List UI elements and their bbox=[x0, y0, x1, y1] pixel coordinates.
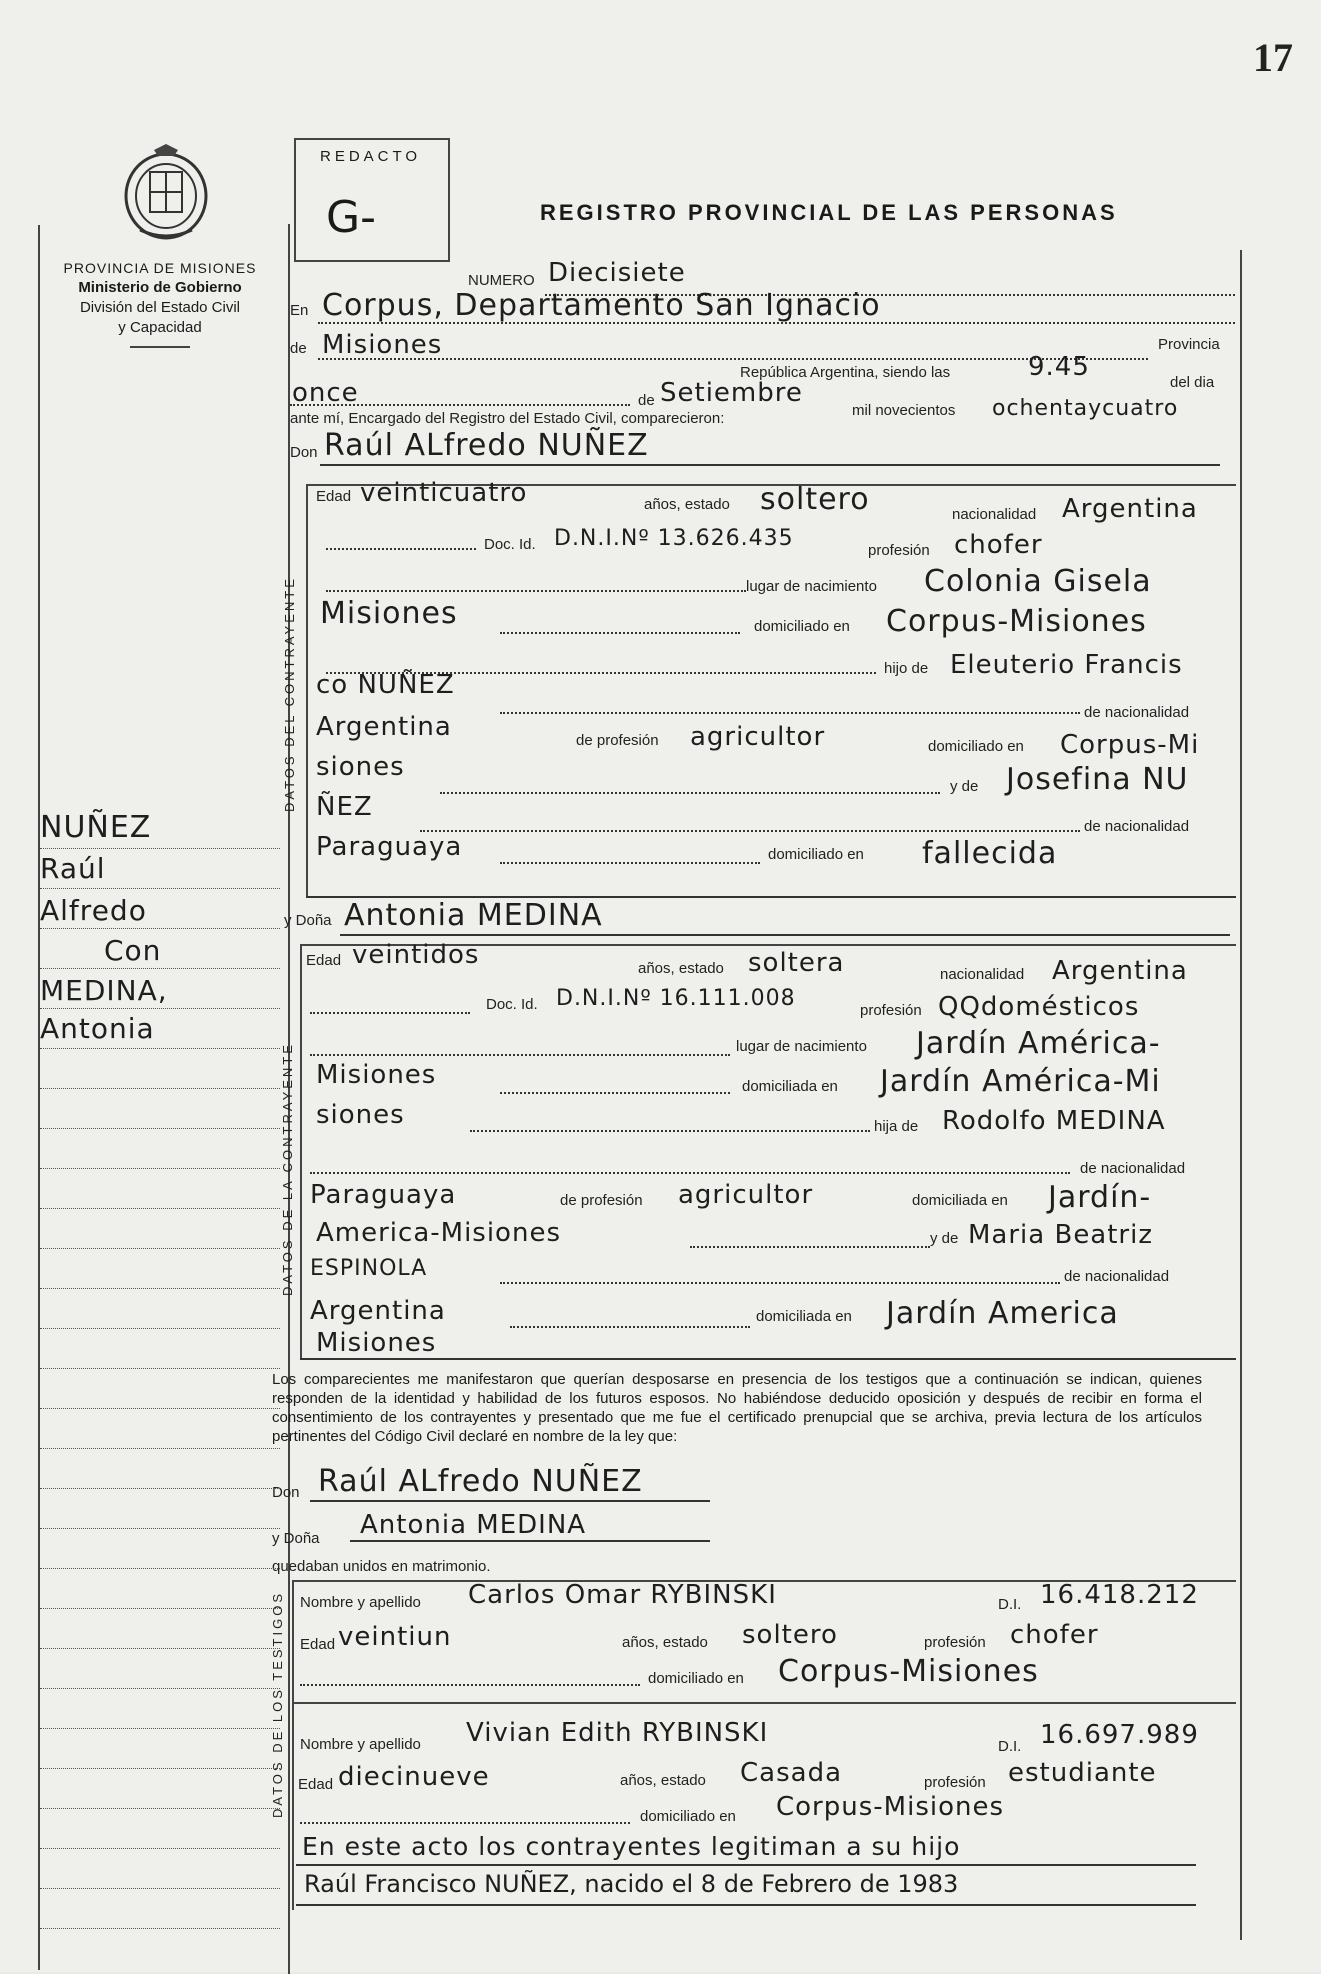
margin-rule bbox=[40, 1168, 280, 1169]
t1-dom-label: domiciliado en bbox=[648, 1670, 744, 1687]
rule bbox=[296, 1904, 1196, 1906]
margin-line6: Antonia bbox=[40, 1012, 155, 1045]
c1-padre-dom2: siones bbox=[316, 752, 405, 782]
rule bbox=[340, 934, 1230, 936]
ministry-name: Ministerio de Gobierno bbox=[78, 279, 242, 296]
redacto-value: G- bbox=[326, 192, 376, 243]
en-value: Corpus, Departamento San Ignacio bbox=[322, 288, 881, 323]
division-name: División del Estado Civil bbox=[79, 299, 241, 316]
margin-rule bbox=[40, 1648, 280, 1649]
rule bbox=[310, 1500, 710, 1502]
c1-madre: Josefina NU bbox=[1006, 762, 1189, 797]
decl-dona: Antonia MEDINA bbox=[360, 1510, 587, 1540]
rule bbox=[310, 1012, 470, 1014]
c2-edad: veintidos bbox=[352, 940, 480, 970]
province-name: PROVINCIA DE MISIONES bbox=[63, 260, 257, 276]
declaration-text: Los comparecientes me manifestaron que querían desposarse en presencia de los testigos que a continuación se indican, quienes responden de la identidad y habilidad de los futuros esposos. No habiéndose deducido oposición y después de recibir en forma el consentimiento de los contrayentes y presentado que me fue el certificado prenupcial que se archiva, previa lectura de los artículos pertinentes del Código Civil declaré en nombre de la ley que: bbox=[272, 1371, 1202, 1445]
rule bbox=[292, 1702, 1236, 1704]
del-dia-label: del dia bbox=[1170, 374, 1215, 391]
don-label: Don bbox=[290, 444, 318, 461]
rule bbox=[318, 358, 1148, 360]
nota-line2: Raúl Francisco NUÑEZ, nacido el 8 de Febrero de 1983 bbox=[304, 1870, 959, 1898]
c2-madre: Maria Beatriz bbox=[968, 1220, 1153, 1250]
rule bbox=[500, 1282, 1060, 1284]
t2-prof-label: profesión bbox=[924, 1774, 986, 1791]
rule bbox=[500, 862, 760, 864]
dona-value: Antonia MEDINA bbox=[344, 898, 603, 933]
de-prof-label: de profesión bbox=[576, 732, 659, 749]
t1-nombre-label: Nombre y apellido bbox=[300, 1594, 421, 1611]
c2-madre-nac: Argentina bbox=[310, 1296, 446, 1326]
t2-anios-label: años, estado bbox=[620, 1772, 706, 1789]
t2-edad-label: Edad bbox=[298, 1776, 334, 1793]
c1-padre: Eleuterio Francis bbox=[950, 650, 1183, 680]
prof-label: profesión bbox=[868, 542, 930, 559]
divider bbox=[130, 346, 190, 348]
c2-dom-label3: domiciliada en bbox=[756, 1308, 852, 1325]
c2-dom-label: domiciliada en bbox=[742, 1078, 838, 1095]
mil-label: mil novecientos bbox=[852, 402, 956, 419]
doc-label: Doc. Id. bbox=[484, 536, 536, 553]
c2-edad-label: Edad bbox=[306, 952, 342, 969]
c2-padre-nac: Paraguaya bbox=[310, 1180, 457, 1210]
rule bbox=[470, 1130, 870, 1132]
margin-rule bbox=[40, 1888, 280, 1889]
c2-madre2: ESPINOLA bbox=[310, 1256, 428, 1281]
c2-estado: soltera bbox=[748, 948, 845, 978]
t1-nombre: Carlos Omar RYBINSKI bbox=[468, 1580, 777, 1610]
section-line bbox=[300, 944, 302, 1358]
c2-madre-dom: Jardín America bbox=[886, 1296, 1119, 1331]
margin-rule bbox=[40, 1248, 280, 1249]
c2-padre-dom2: America-Misiones bbox=[316, 1218, 561, 1248]
t1-estado: soltero bbox=[742, 1620, 838, 1650]
rule bbox=[500, 1092, 730, 1094]
rule bbox=[290, 404, 630, 406]
rule bbox=[300, 1684, 640, 1686]
t1-anios-label: años, estado bbox=[622, 1634, 708, 1651]
t1-dom: Corpus-Misiones bbox=[778, 1654, 1039, 1689]
ante-label: ante mí, Encargado del Registro del Estado Civil, comparecieron: bbox=[290, 410, 725, 427]
nota-line1: En este acto los contrayentes legitiman a su hijo bbox=[302, 1832, 961, 1861]
margin-line2: Raúl bbox=[40, 852, 106, 885]
margin-separator bbox=[38, 225, 40, 1970]
document-title: REGISTRO PROVINCIAL DE LAS PERSONAS bbox=[540, 200, 1118, 225]
rule bbox=[300, 1822, 630, 1824]
margin-rule bbox=[40, 1368, 280, 1369]
t2-prof: estudiante bbox=[1008, 1758, 1157, 1788]
unidos-text: quedaban unidos en matrimonio. bbox=[272, 1558, 491, 1575]
margin-rule bbox=[40, 888, 280, 889]
lugar-label: lugar de nacimiento bbox=[746, 578, 877, 595]
c2-lugar: Jardín América- bbox=[916, 1026, 1161, 1061]
margin-rule bbox=[40, 1408, 280, 1409]
c1-lugar: Colonia Gisela bbox=[924, 564, 1152, 599]
c1-profesion: chofer bbox=[954, 530, 1043, 560]
c1-doc: D.N.I.Nº 13.626.435 bbox=[554, 526, 794, 551]
c2-profesion: QQdomésticos bbox=[938, 992, 1140, 1022]
rule bbox=[296, 1864, 1196, 1866]
t2-di-label: D.I. bbox=[998, 1738, 1022, 1755]
dia-value: once bbox=[292, 378, 359, 408]
t2-dom: Corpus-Misiones bbox=[776, 1792, 1005, 1822]
c2-lugar-label: lugar de nacimiento bbox=[736, 1038, 867, 1055]
margin-rule bbox=[40, 1128, 280, 1129]
c2-padre-dom: Jardín- bbox=[1048, 1180, 1152, 1215]
hijo-label: hijo de bbox=[884, 660, 929, 677]
rule bbox=[310, 1054, 730, 1056]
margin-rule bbox=[40, 1088, 280, 1089]
margin-rule bbox=[40, 1208, 280, 1209]
contrayente2-section-label: DATOS DE LA CONTRAYENTE bbox=[280, 1042, 295, 1296]
de-nac-label: de nacionalidad bbox=[1084, 704, 1190, 721]
c2-nac-label: nacionalidad bbox=[940, 966, 1025, 983]
c1-padre2: co NUÑEZ bbox=[316, 670, 455, 700]
rule bbox=[326, 548, 476, 550]
don-value: Raúl ALfredo NUÑEZ bbox=[324, 428, 649, 463]
margin-rule bbox=[40, 1328, 280, 1329]
rule bbox=[320, 464, 1220, 466]
margin-line4: Con bbox=[104, 934, 162, 967]
c1-padre-prof: agricultor bbox=[690, 722, 826, 752]
margin-line5: MEDINA, bbox=[40, 974, 168, 1007]
c2-hija-label: hija de bbox=[874, 1118, 919, 1135]
rule bbox=[500, 632, 740, 634]
c2-nacionalidad: Argentina bbox=[1052, 956, 1188, 986]
decl-dona-label: y Doña bbox=[272, 1530, 320, 1547]
c2-padre-prof: agricultor bbox=[678, 1180, 814, 1210]
capacity-name: y Capacidad bbox=[118, 319, 202, 336]
section-line bbox=[292, 1580, 294, 1910]
c1-dom-label2: domiciliado en bbox=[928, 738, 1024, 755]
c2-lugar2: Misiones bbox=[316, 1060, 437, 1090]
numero-value: Diecisiete bbox=[548, 258, 686, 288]
c2-doc-label: Doc. Id. bbox=[486, 996, 538, 1013]
republica-label: República Argentina, siendo las bbox=[740, 364, 951, 381]
nac-label: nacionalidad bbox=[952, 506, 1037, 523]
t1-prof-label: profesión bbox=[924, 1634, 986, 1651]
margin-rule bbox=[40, 1928, 280, 1929]
de-label: de bbox=[290, 340, 307, 357]
redacto-box bbox=[294, 138, 450, 262]
c2-y-de-label: y de bbox=[930, 1230, 959, 1247]
contrayente1-section-label: DATOS DEL CONTRAYENTE bbox=[282, 576, 297, 812]
c1-edad: veinticuatro bbox=[360, 478, 528, 508]
margin-rule bbox=[40, 1488, 280, 1489]
c1-madre-dom: fallecida bbox=[922, 836, 1058, 871]
rule bbox=[326, 590, 746, 592]
c2-de-nac-label2: de nacionalidad bbox=[1064, 1268, 1170, 1285]
rule bbox=[318, 322, 1235, 324]
margin-rule bbox=[40, 1008, 280, 1009]
anios-label: años, estado bbox=[644, 496, 730, 513]
margin-rule bbox=[40, 1848, 280, 1849]
provincial-seal-icon bbox=[120, 142, 212, 242]
margin-rule bbox=[40, 1808, 280, 1809]
rule bbox=[440, 792, 940, 794]
t2-nombre-label: Nombre y apellido bbox=[300, 1736, 421, 1753]
frame-right-line bbox=[1240, 250, 1242, 1940]
t2-nombre: Vivian Edith RYBINSKI bbox=[466, 1718, 769, 1748]
c1-padre-dom: Corpus-Mi bbox=[1060, 730, 1200, 760]
testigos-section-label: DATOS DE LOS TESTIGOS bbox=[270, 1591, 285, 1818]
t2-edad: diecinueve bbox=[338, 1762, 490, 1792]
c1-estado: soltero bbox=[760, 482, 870, 517]
rule bbox=[690, 1246, 930, 1248]
decl-don: Raúl ALfredo NUÑEZ bbox=[318, 1464, 643, 1499]
margin-line1: NUÑEZ bbox=[40, 810, 152, 845]
decl-don-label: Don bbox=[272, 1484, 300, 1501]
rule bbox=[350, 1540, 710, 1542]
dona-label: y Doña bbox=[284, 912, 332, 929]
c2-doc: D.N.I.Nº 16.111.008 bbox=[556, 986, 796, 1011]
c2-padre: Rodolfo MEDINA bbox=[942, 1106, 1166, 1136]
issuer-block bbox=[40, 258, 280, 348]
margin-rule bbox=[40, 1448, 280, 1449]
t2-dom-label: domiciliado en bbox=[640, 1808, 736, 1825]
c2-domicilio: Jardín América-Mi bbox=[880, 1064, 1161, 1099]
dom-label: domiciliado en bbox=[754, 618, 850, 635]
margin-rule bbox=[40, 928, 280, 929]
c1-madre-nac: Paraguaya bbox=[316, 832, 463, 862]
t1-edad: veintiun bbox=[338, 1622, 452, 1652]
margin-rule bbox=[40, 848, 280, 849]
c1-dom-label3: domiciliado en bbox=[768, 846, 864, 863]
rule bbox=[420, 830, 1080, 832]
t1-di: 16.418.212 bbox=[1040, 1580, 1199, 1610]
redacto-label: REDACTO bbox=[320, 148, 422, 165]
margin-line3: Alfredo bbox=[40, 894, 147, 927]
mes-value: Setiembre bbox=[660, 378, 803, 408]
en-label: En bbox=[290, 302, 309, 319]
margin-rule bbox=[40, 1768, 280, 1769]
hora-value: 9.45 bbox=[1028, 352, 1090, 382]
c2-dom-label2: domiciliada en bbox=[912, 1192, 1008, 1209]
c1-madre2: ÑEZ bbox=[316, 792, 373, 822]
rule bbox=[510, 1326, 750, 1328]
t1-prof: chofer bbox=[1010, 1620, 1099, 1650]
c2-domicilio2: siones bbox=[316, 1100, 405, 1130]
c1-padre-nac: Argentina bbox=[316, 712, 452, 742]
section-line bbox=[306, 484, 308, 896]
t1-edad-label: Edad bbox=[300, 1636, 336, 1653]
t2-di: 16.697.989 bbox=[1040, 1720, 1199, 1750]
c2-de-nac-label: de nacionalidad bbox=[1080, 1160, 1186, 1177]
rule bbox=[500, 712, 1080, 714]
de-nac-label-2: de nacionalidad bbox=[1084, 818, 1190, 835]
c1-nacionalidad: Argentina bbox=[1062, 494, 1198, 524]
c1-domicilio: Corpus-Misiones bbox=[886, 604, 1147, 639]
c2-prof-label: profesión bbox=[860, 1002, 922, 1019]
c1-lugar2: Misiones bbox=[320, 596, 458, 631]
t2-estado: Casada bbox=[740, 1758, 843, 1788]
de2-label: de bbox=[638, 392, 655, 409]
margin-rule bbox=[40, 1048, 280, 1049]
provincia-label: Provincia bbox=[1158, 336, 1220, 353]
c2-anios-label: años, estado bbox=[638, 960, 724, 977]
c2-de-prof-label: de profesión bbox=[560, 1192, 643, 1209]
page-number: 17 bbox=[1253, 35, 1293, 80]
provincia-value: Misiones bbox=[322, 330, 443, 360]
margin-rule bbox=[40, 1528, 280, 1529]
rule bbox=[300, 1358, 1236, 1360]
anio-value: ochentaycuatro bbox=[992, 396, 1179, 421]
margin-rule bbox=[40, 1288, 280, 1289]
c2-madre-dom2: Misiones bbox=[316, 1328, 437, 1358]
margin-rule bbox=[40, 968, 280, 969]
margin-rule bbox=[40, 1568, 280, 1569]
numero-label: NUMERO bbox=[468, 272, 535, 289]
margin-rule bbox=[40, 1688, 280, 1689]
t1-di-label: D.I. bbox=[998, 1596, 1022, 1613]
y-de-label: y de bbox=[950, 778, 979, 795]
edad-label: Edad bbox=[316, 488, 352, 505]
rule bbox=[310, 1172, 1070, 1174]
margin-rule bbox=[40, 1608, 280, 1609]
margin-rule bbox=[40, 1728, 280, 1729]
